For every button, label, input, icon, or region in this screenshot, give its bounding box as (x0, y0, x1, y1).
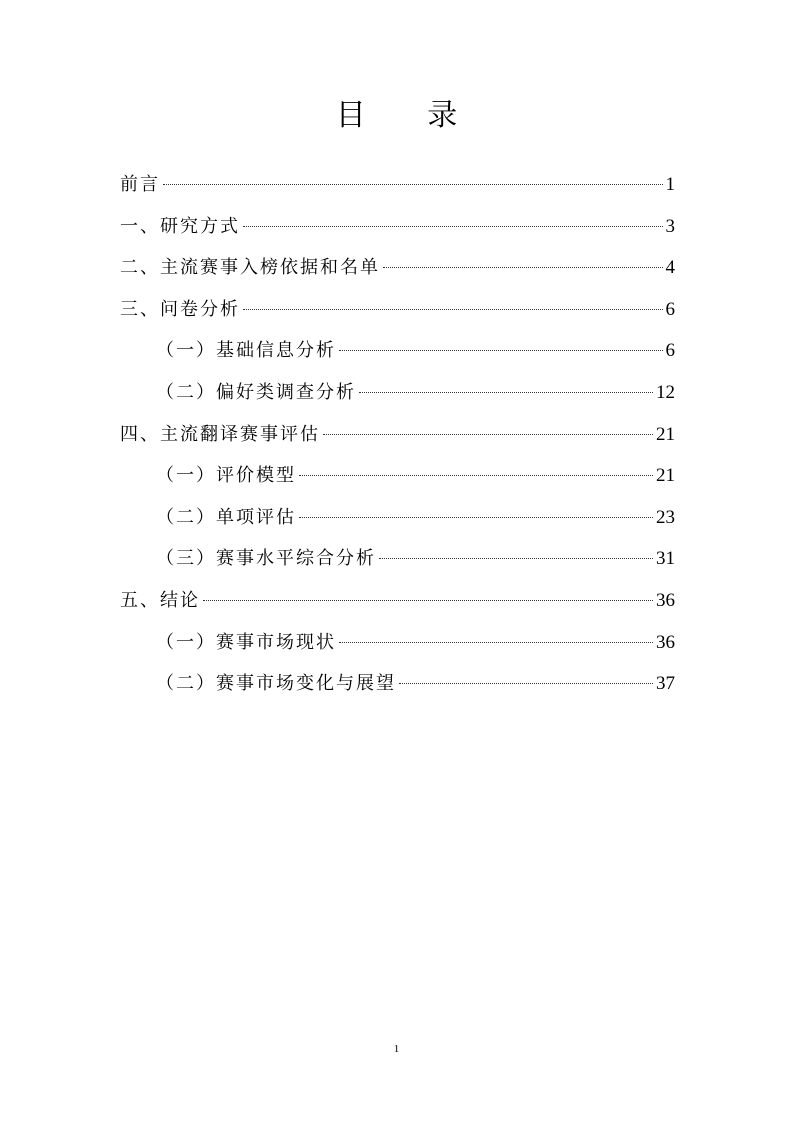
toc-entry[interactable] (120, 247, 675, 289)
toc-subentry[interactable] (120, 538, 675, 580)
toc-entry-label: （一）评价模型 (156, 465, 296, 487)
toc-leader-dots (399, 683, 653, 684)
toc-leader-dots (339, 350, 663, 351)
toc-subentry[interactable] (120, 330, 675, 372)
toc-leader-dots (323, 434, 653, 435)
toc-entry-label: 五、结论 (120, 589, 200, 611)
toc-entry-label: （二）偏好类调查分析 (156, 381, 356, 403)
toc-entry-page: 1 (665, 174, 675, 195)
toc-leader-dots (339, 642, 653, 643)
toc-entry-label: （二）单项评估 (156, 506, 296, 528)
toc-entry-label: 二、主流赛事入榜依据和名单 (120, 257, 380, 279)
page-footer-number: 1 (393, 1043, 400, 1055)
toc-entry-label: （二）赛事市场变化与展望 (156, 673, 396, 695)
toc-leader-dots (203, 600, 653, 601)
toc-leader-dots (359, 392, 653, 393)
toc-entry-label: （一）赛事市场现状 (156, 631, 336, 653)
toc-entry-page: 23 (656, 506, 675, 528)
toc-entry-page: 4 (665, 257, 675, 279)
page-title: 目 录 (335, 98, 484, 133)
toc-subentry[interactable] (120, 622, 675, 664)
toc-leader-dots (299, 475, 653, 476)
toc-entry-label: 前言 (120, 174, 160, 195)
toc-entry-page: 6 (665, 298, 675, 320)
toc-entry-page: 21 (656, 423, 675, 445)
toc-entry-label: 三、问卷分析 (120, 298, 240, 320)
toc-leader-dots (383, 267, 663, 268)
toc-leader-dots (299, 517, 653, 518)
toc-subentry[interactable] (120, 663, 675, 705)
toc-entry[interactable] (120, 580, 675, 622)
toc-leader-dots (243, 309, 663, 310)
toc-leader-dots (379, 558, 653, 559)
toc-entry-page: 36 (656, 589, 675, 611)
toc-entry[interactable] (120, 414, 675, 456)
toc-leader-dots (243, 226, 663, 227)
toc-entry-label: （一）基础信息分析 (156, 340, 336, 362)
toc-entry[interactable] (120, 206, 675, 248)
toc-subentry[interactable] (120, 497, 675, 539)
toc-entry-page: 36 (656, 631, 675, 653)
toc-entry-label: 四、主流翻译赛事评估 (120, 423, 320, 445)
toc-entry-page: 12 (656, 381, 675, 403)
toc-entry[interactable] (120, 289, 675, 331)
toc-entry-page: 6 (665, 340, 675, 362)
toc-subentry[interactable] (120, 372, 675, 414)
toc-entry-label: 一、研究方式 (120, 215, 240, 237)
toc-leader-dots (163, 184, 663, 185)
toc-entry-page: 37 (656, 673, 675, 695)
table-of-contents (120, 164, 675, 705)
toc-subentry[interactable] (120, 455, 675, 497)
toc-entry-page: 31 (656, 548, 675, 570)
toc-entry-label: （三）赛事水平综合分析 (156, 548, 376, 570)
toc-entry-page: 21 (656, 465, 675, 487)
toc-entry-page: 3 (665, 215, 675, 237)
toc-entry[interactable] (120, 164, 675, 206)
